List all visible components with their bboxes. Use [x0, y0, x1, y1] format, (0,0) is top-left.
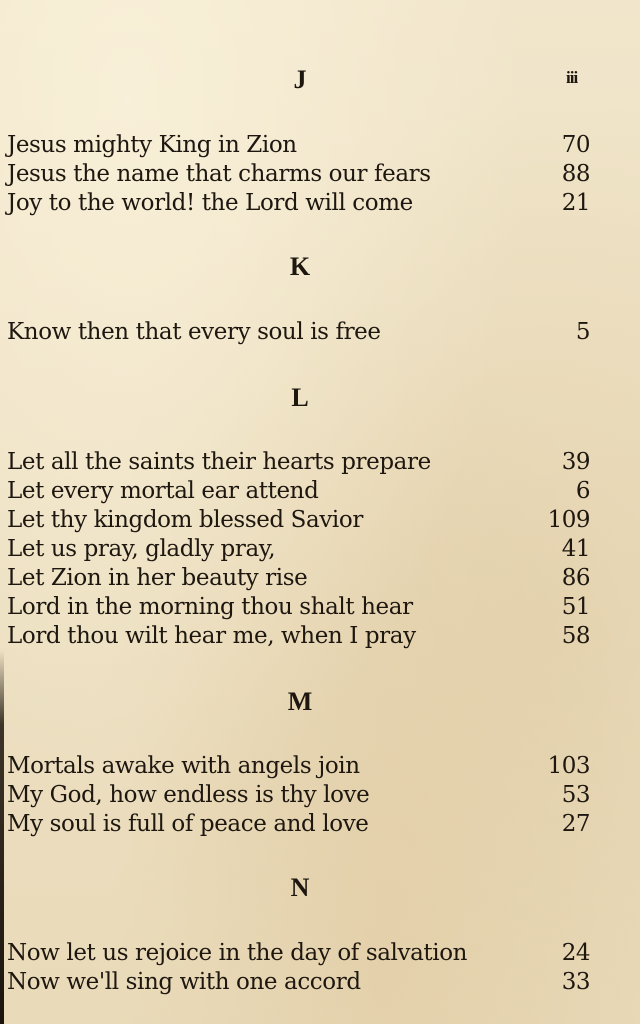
section-l-entries — [7, 448, 590, 651]
section-m-entries — [7, 752, 590, 839]
hymn-page-number: 5 — [575, 319, 590, 345]
section-heading-j: J — [293, 65, 307, 94]
hymn-title: Know then that every soul is free — [7, 319, 381, 345]
hymn-page-number: 6 — [575, 478, 590, 504]
hymn-title: Jesus mighty King in Zion — [7, 132, 297, 158]
index-entry — [7, 506, 590, 535]
section-heading-l: L — [291, 383, 309, 412]
hymn-page-number: 88 — [561, 161, 590, 187]
hymn-page-number: 58 — [561, 623, 590, 649]
index-entry — [7, 160, 590, 189]
index-entry — [7, 593, 590, 622]
index-entry — [7, 781, 590, 810]
hymn-title: Joy to the world! the Lord will come — [7, 190, 413, 216]
hymn-page-number: 41 — [561, 536, 590, 562]
hymn-title: Mortals awake with angels join — [7, 753, 360, 779]
hymn-title: My soul is full of peace and love — [7, 811, 369, 837]
index-entry — [7, 189, 590, 218]
hymn-page-number: 109 — [547, 507, 590, 533]
hymn-title: My God, how endless is thy love — [7, 782, 370, 808]
hymn-title: Let us pray, gladly pray, — [7, 536, 276, 562]
index-entry — [7, 622, 590, 651]
index-entry — [7, 318, 590, 347]
hymn-title: Lord in the morning thou shalt hear — [7, 594, 413, 620]
hymn-page-number: 86 — [561, 565, 590, 591]
section-heading-k: K — [289, 252, 311, 281]
index-entry — [7, 810, 590, 839]
hymn-page-number: 33 — [561, 969, 590, 995]
index-entry — [7, 939, 590, 968]
hymn-page-number: 53 — [561, 782, 590, 808]
index-entry — [7, 535, 590, 564]
index-entry — [7, 448, 590, 477]
hymn-title: Jesus the name that charms our fears — [7, 161, 431, 187]
hymn-title: Let Zion in her beauty rise — [7, 565, 308, 591]
hymn-title: Let every mortal ear attend — [7, 478, 319, 504]
index-entry — [7, 131, 590, 160]
index-entry — [7, 477, 590, 506]
hymn-page-number: 27 — [561, 811, 590, 837]
hymn-title: Now we'll sing with one accord — [7, 969, 361, 995]
section-n-entries — [7, 939, 590, 997]
section-k-entries — [7, 318, 590, 347]
index-entry — [7, 564, 590, 593]
hymn-page-number: 70 — [561, 132, 590, 158]
hymn-page-number: 21 — [561, 190, 590, 216]
hymn-page-number: 51 — [561, 594, 590, 620]
section-heading-m: M — [287, 687, 313, 716]
hymn-page-number: 103 — [547, 753, 590, 779]
section-j-entries — [7, 131, 590, 218]
page-number: iii — [566, 68, 578, 87]
hymn-title: Lord thou wilt hear me, when I pray — [7, 623, 416, 649]
hymn-title: Now let us rejoice in the day of salvation — [7, 940, 468, 966]
index-entry — [7, 752, 590, 781]
hymn-title: Let thy kingdom blessed Savior — [7, 507, 363, 533]
hymn-title: Let all the saints their hearts prepare — [7, 449, 431, 475]
hymn-page-number: 24 — [561, 940, 590, 966]
section-heading-n: N — [290, 873, 310, 902]
index-entry — [7, 968, 590, 997]
hymn-page-number: 39 — [561, 449, 590, 475]
